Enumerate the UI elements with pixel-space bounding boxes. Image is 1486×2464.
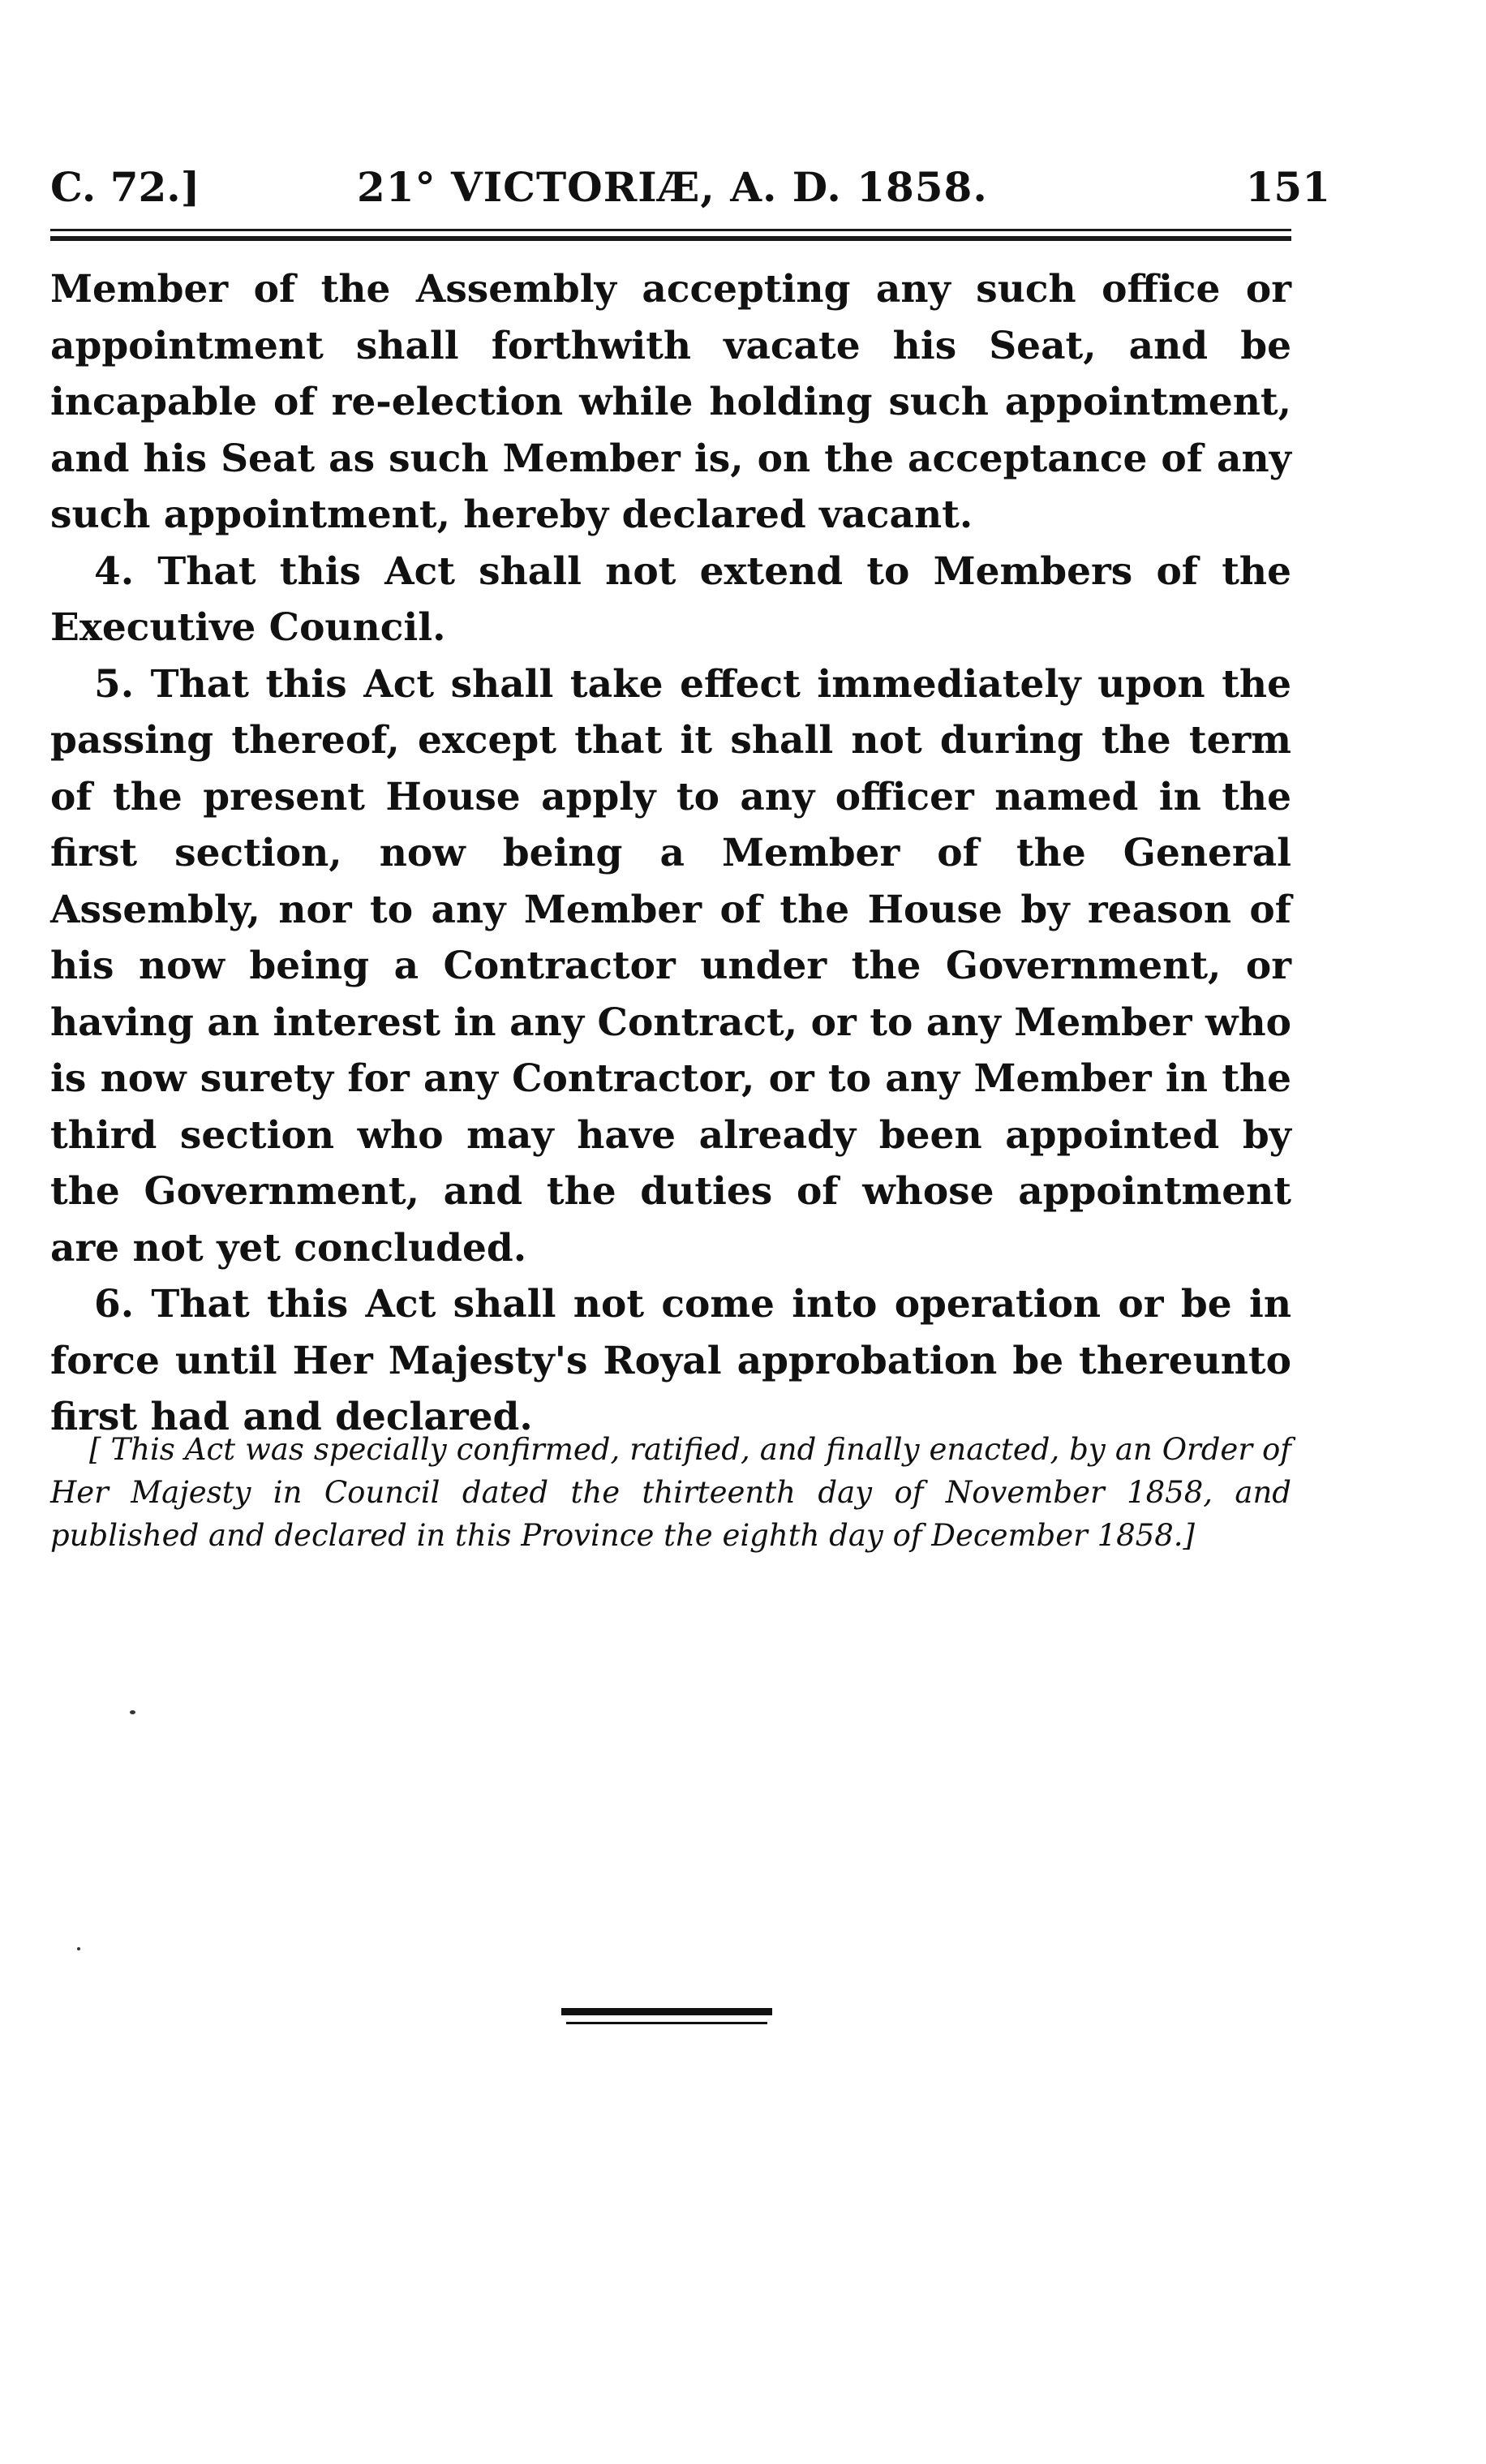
section-4: 4. That this Act shall not extend to Members of the Executive Council. [50, 548, 1291, 650]
header-title: 21° VICTORIÆ, A. D. 1858. [357, 163, 988, 211]
paper-speck [130, 1710, 135, 1714]
section-5: 5. That this Act shall take effect immediately upon the passing thereof, except that it shall not during the term of the present House apply to any officer named in the first section, now being a Member of the General Assembly, nor to any Member of the House by reason of his now being a Contractor under the Government, or having an interest in any Contract, or to any Member who is now surety for any Contractor, or to any Member in the third section who may have already been appointed by the Government, and the duties of whose appointment are not yet concluded. [50, 661, 1291, 1271]
header-rule-thin [50, 229, 1291, 231]
running-header [50, 159, 1330, 216]
body-text [50, 261, 1291, 1446]
paper-speck [77, 1947, 80, 1950]
end-rule-thin [566, 2022, 767, 2024]
paragraph-continuation: Member of the Assembly accepting any such office or appointment shall forthwith vacate his Seat, and be incapable of re-election while holding such appointment, and his Seat as such Member is, on the acceptance of any such appointment, hereby declared vacant. [50, 267, 1291, 537]
enactment-note: [ This Act was specially confirmed, ratified, and finally enacted, by an Order of Her Majesty in Council dated the thirteenth day of November 1858, and published and declared in this Province the eighth day of December 1858.] [50, 1432, 1291, 1553]
page-number: 151 [1245, 163, 1330, 211]
section-6: 6. That this Act shall not come into operation or be in force until Her Majesty's Royal approbation be thereunto first had and declared. [50, 1282, 1291, 1439]
chapter-number: C. 72.] [50, 163, 200, 211]
end-rule-thick [561, 2008, 772, 2015]
header-rule-thick [50, 236, 1291, 241]
